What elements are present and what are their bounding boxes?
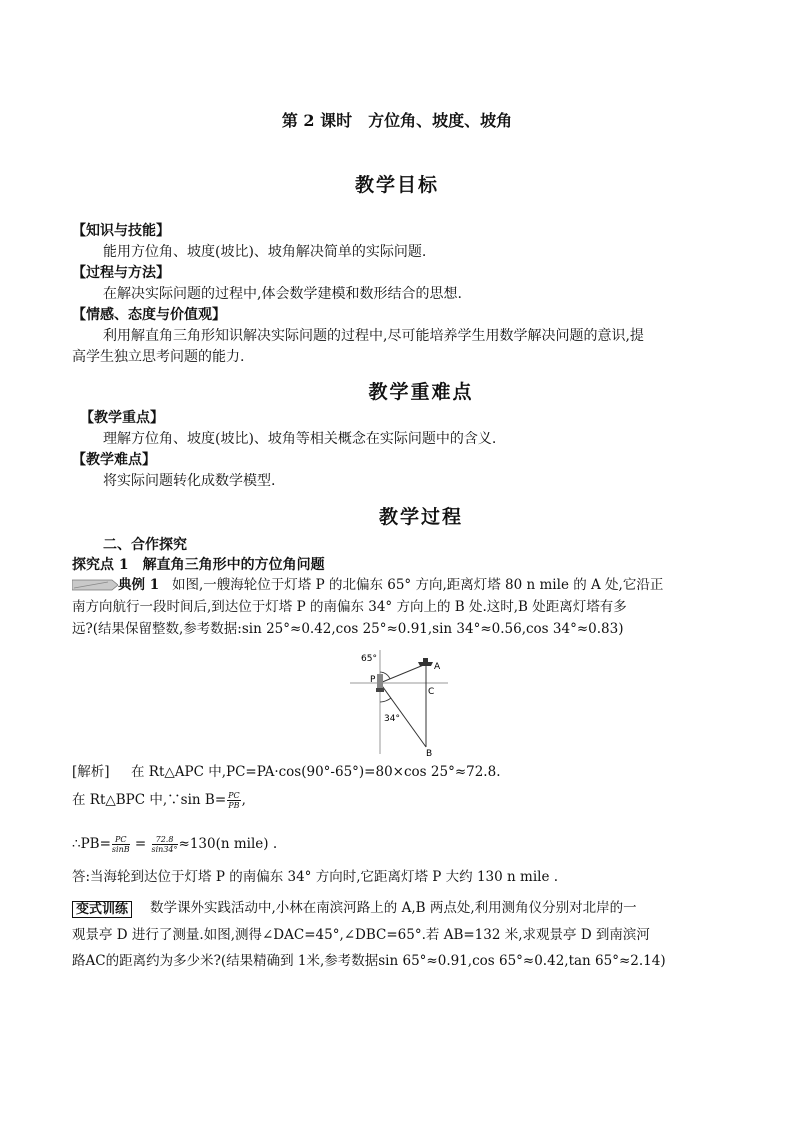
variant-line3: 路AC的距离约为多少米?(结果精确到 1米,参考数据sin 65°≈0.91,cos 65°≈0.42,tan 65°≈2.14) (72, 953, 666, 969)
attitude-values-text-line1: 利用解直角三角形知识解决实际问题的过程中,尽可能培养学生用数学解决问题的意识,提 (103, 328, 644, 344)
explore-point-heading: 探究点 1 解直角三角形中的方位角问题 (72, 557, 325, 573)
solution-line3-prefix: ∴PB= (72, 836, 111, 852)
solution-label: [解析] (72, 764, 110, 780)
fraction-numerator: 72.8 (152, 835, 178, 845)
fraction-denominator: sinB (111, 845, 130, 854)
section-heading-goals: 教学目标 (354, 174, 439, 196)
fraction-pc-sinb (112, 835, 130, 854)
angle-label-34: 34° (384, 714, 400, 724)
example-line2: 南方向航行一段时间后,到达位于灯塔 P 的南偏东 34° 方向上的 B 处.这时,B 处距离灯塔有多 (72, 599, 627, 615)
segment-pa (380, 664, 426, 683)
knowledge-skills-heading: 【知识与技能】 (72, 223, 170, 239)
equals-sign: = (130, 836, 151, 852)
angle-arc-bottom (380, 698, 391, 702)
solution-answer: 答:当海轮到达位于灯塔 P 的南偏东 34° 方向时,它距离灯塔 P 大约 130 n mile . (72, 869, 559, 885)
variant-line2: 观景亭 D 进行了测量.如图,测得∠DAC=45°,∠DBC=65°.若 AB=132 米,求观景亭 D 到南滨河 (72, 927, 650, 943)
point-label-c: C (428, 687, 435, 697)
ship-icon (418, 658, 433, 666)
teaching-focus-text: 理解方位角、坡度(坡比)、坡角等相关概念在实际问题中的含义. (103, 431, 497, 447)
solution-line1: 在 Rt△APC 中,PC=PA·cos(90°-65°)=80×cos 25°≈72.8. (131, 764, 501, 780)
point-label-a: A (434, 662, 441, 672)
example-tag (72, 577, 118, 597)
example-line1: 如图,一艘海轮位于灯塔 P 的北偏东 65° 方向,距离灯塔 80 n mile 的 A 处,它沿正 (172, 577, 664, 593)
attitude-values-heading: 【情感、态度与价值观】 (72, 307, 226, 323)
solution-line2-suffix: , (241, 792, 246, 808)
variant-training-label (72, 898, 132, 917)
page-title: 第 2 课时 方位角、坡度、坡角 (281, 111, 513, 130)
example-line3: 远?(结果保留整数,参考数据:sin 25°≈0.42,cos 25°≈0.91,sin 34°≈0.56,cos 34°≈0.83) (72, 621, 624, 637)
knowledge-skills-text: 能用方位角、坡度(坡比)、坡角解决简单的实际问题. (103, 244, 427, 260)
point-label-p: P (370, 675, 376, 685)
solution-line2 (72, 790, 246, 810)
variant-training-box: 变式训练 (72, 901, 132, 918)
point-label-b: B (426, 749, 433, 759)
process-method-text: 在解决实际问题的过程中,体会数学建模和数形结合的思想. (103, 286, 462, 302)
variant-line1: 数学课外实践活动中,小林在南滨河路上的 A,B 两点处,利用测角仪分别对北岸的一 (150, 900, 637, 916)
part-heading: 二、合作探究 (103, 537, 187, 553)
teaching-difficulty-heading: 【教学难点】 (72, 452, 156, 468)
section-heading-keypoints: 教学重难点 (368, 381, 474, 403)
solution-line3-suffix: ≈130(n mile) . (178, 836, 278, 852)
solution-line3 (72, 834, 277, 854)
fraction-denominator: PB (228, 801, 240, 810)
process-method-heading: 【过程与方法】 (72, 265, 170, 281)
solution-line2-prefix: 在 Rt△BPC 中,∵sin B= (72, 792, 227, 808)
fraction-numerator: PC (228, 791, 240, 800)
fraction-pc-pb (227, 791, 241, 810)
lighthouse-icon (376, 674, 384, 692)
teaching-focus-heading: 【教学重点】 (80, 410, 164, 426)
tag-icon (72, 577, 118, 593)
angle-label-65: 65° (361, 654, 377, 664)
example-label: 典例 1 (118, 577, 160, 593)
attitude-values-text-line2: 高学生独立思考问题的能力. (72, 349, 245, 365)
fraction-denominator: sin34° (151, 845, 178, 854)
fraction-numerator: PC (112, 835, 130, 845)
section-heading-process: 教学过程 (378, 506, 463, 528)
fraction-value (152, 835, 178, 854)
lighthouse-diagram (340, 650, 465, 760)
teaching-difficulty-text: 将实际问题转化成数学模型. (103, 473, 276, 489)
